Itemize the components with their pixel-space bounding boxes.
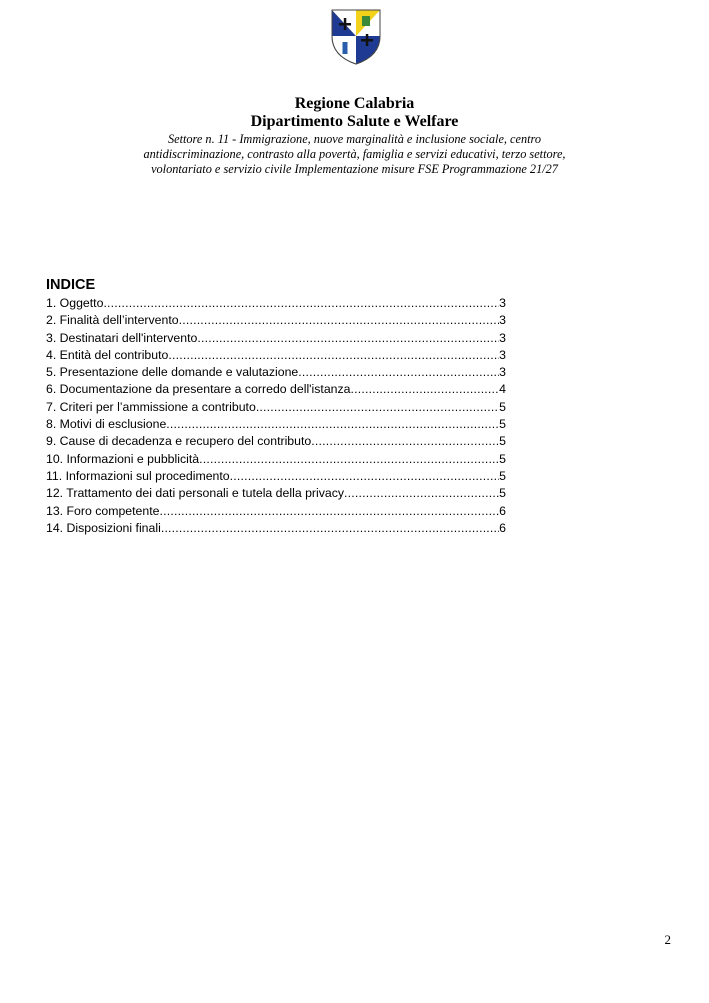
toc-entry[interactable] [46,451,506,468]
toc-entry-label: 5. Presentazione delle domande e valutazione [46,365,299,380]
toc-leader-dots [179,312,500,329]
document-header [0,95,709,177]
toc-leader-dots [298,364,499,381]
toc-leader-dots [311,433,499,450]
toc-entry-page: 3 [499,347,506,362]
toc-entry-page: 5 [499,486,506,501]
toc-leader-dots [351,381,500,398]
toc-entry[interactable] [46,381,506,398]
toc-entry[interactable] [46,312,506,329]
toc-leader-dots [103,295,499,312]
toc-entry-label: 3. Destinatari dell'intervento [46,330,198,345]
regione-calabria-logo [328,6,384,66]
toc-entry-page: 3 [499,296,506,310]
toc-leader-dots [230,468,500,485]
toc-entry-label: 14. Disposizioni finali [46,520,161,535]
toc-entry-page: 5 [499,417,506,432]
toc-leader-dots [344,485,499,502]
toc-entry[interactable] [46,364,506,381]
toc-leader-dots [166,416,499,433]
toc-entry-page: 4 [499,382,506,397]
toc-leader-dots [168,347,499,364]
toc-entry[interactable] [46,330,506,347]
sector-line: antidiscriminazione, contrasto alla povertà, famiglia e servizi educativi, terzo settore, [143,147,566,161]
table-of-contents [46,276,506,537]
toc-entry-page: 5 [499,399,506,414]
toc-entry-page: 5 [499,468,506,483]
region-name: Regione Calabria [294,95,415,112]
toc-entry-label: 8. Motivi di esclusione [46,417,167,432]
toc-entry[interactable] [46,468,506,485]
toc-entry[interactable] [46,295,506,312]
toc-entry-label: 7. Criteri per l’ammissione a contributo [46,399,256,414]
toc-leader-dots [256,399,499,416]
toc-entry[interactable] [46,433,506,450]
toc-list [46,295,506,537]
toc-entry-page: 3 [499,365,506,380]
toc-entry-label: 6. Documentazione da presentare a corredo dell'istanza [46,382,351,397]
toc-entry[interactable] [46,503,506,520]
toc-entry-label: 9. Cause di decadenza e recupero del contributo [46,434,312,449]
toc-entry-label: 12. Trattamento dei dati personali e tutela della privacy [46,486,345,501]
sector-description [0,132,709,177]
toc-entry[interactable] [46,416,506,433]
toc-entry-page: 5 [499,434,506,449]
toc-leader-dots [199,451,499,468]
department-name: Dipartimento Salute e Welfare [250,113,459,130]
toc-entry[interactable] [46,520,506,537]
toc-entry-page: 3 [499,330,506,345]
page-number: 2 [664,932,671,947]
toc-entry-label: 13. Foro competente [46,503,160,518]
toc-entry[interactable] [46,485,506,502]
toc-entry-label: 4. Entità del contributo [46,347,169,362]
index-title: INDICE [46,277,96,293]
toc-leader-dots [161,520,499,537]
toc-entry-page: 6 [499,503,506,518]
toc-entry-label: 10. Informazioni e pubblicità [46,451,200,466]
sector-line: Settore n. 11 - Immigrazione, nuove marginalità e inclusione sociale, centro [167,132,542,146]
toc-entry-page: 6 [499,520,506,535]
sector-line: volontariato e servizio civile Implementazione misure FSE Programmazione 21/27 [151,162,558,176]
toc-entry-page: 5 [499,451,506,466]
toc-entry-label: 11. Informazioni sul procedimento [46,468,230,483]
toc-entry[interactable] [46,399,506,416]
toc-entry[interactable] [46,347,506,364]
toc-entry-label: 1. Oggetto [46,296,104,310]
toc-leader-dots [197,330,499,347]
toc-entry-page: 3 [499,313,506,328]
toc-entry-label: 2. Finalità dell’intervento [46,313,179,328]
toc-leader-dots [159,503,499,520]
